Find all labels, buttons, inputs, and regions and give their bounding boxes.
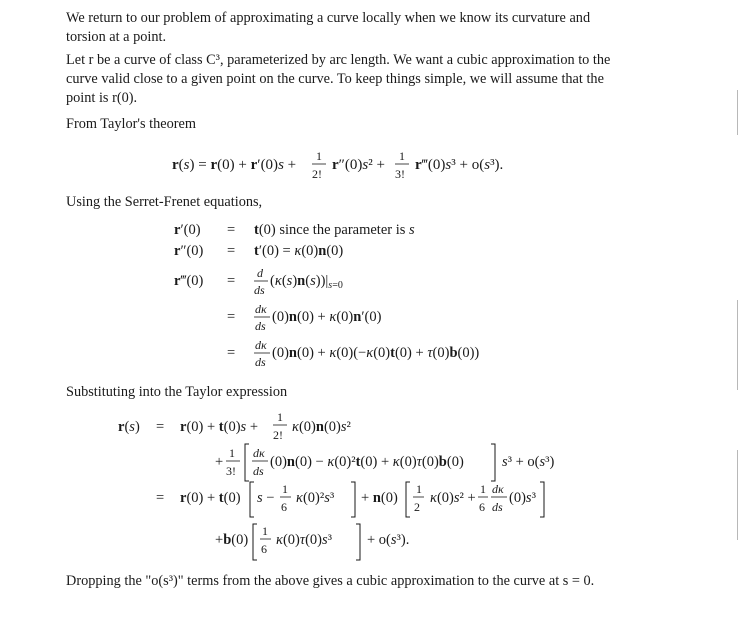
taylor-equation — [0, 140, 743, 185]
svg-text:=: = — [227, 345, 236, 361]
sf-rhs-2: t′(0) = κ(0)n(0) — [254, 243, 344, 259]
scan-edge-mark — [737, 90, 738, 135]
subst-line-1: r(0) + t(0)s + — [180, 419, 259, 435]
svg-text:dκ: dκ — [492, 482, 504, 496]
svg-text:(0)s³: (0)s³ — [509, 490, 536, 506]
svg-text:κ(0)²s³: κ(0)²s³ — [296, 490, 335, 506]
svg-text:dκ: dκ — [255, 338, 267, 352]
paragraph-taylor-intro: From Taylor's theorem — [66, 116, 196, 132]
sf-rhs-3: $(\kappa(s)n(s))|_{s=0}$ — [270, 273, 343, 291]
svg-text:+ o(s³).: + o(s³). — [367, 532, 410, 548]
svg-text:1: 1 — [282, 482, 288, 496]
sf-lhs-1: r′(0) — [174, 222, 201, 238]
svg-text:ds: ds — [253, 464, 264, 478]
svg-text:6: 6 — [261, 542, 267, 556]
subst-line-3: r(0) + t(0) — [180, 490, 241, 506]
substitution-equations — [0, 404, 743, 564]
svg-text:dκ: dκ — [253, 446, 265, 460]
svg-text:3!: 3! — [226, 464, 236, 478]
svg-text:=: = — [227, 243, 236, 259]
sf-rhs-1: t(0) since the parameter is s — [254, 222, 415, 238]
subst-lhs: r(s) — [118, 419, 140, 435]
svg-text:1: 1 — [480, 482, 486, 496]
svg-text:r‴(0)s³ + o(s³).: r‴(0)s³ + o(s³). — [415, 157, 504, 173]
svg-text:1: 1 — [416, 482, 422, 496]
svg-text:6: 6 — [479, 500, 485, 514]
scan-edge-mark — [737, 450, 738, 540]
paragraph-conclusion: Dropping the "o(s³)" terms from the above gives a cubic approximation to the curve at s = 0. — [66, 573, 595, 589]
svg-text:1: 1 — [262, 524, 268, 538]
svg-text:=: = — [156, 490, 165, 506]
svg-text:2!: 2! — [312, 167, 322, 181]
svg-text:=: = — [227, 273, 236, 289]
svg-text:(0)n(0) − κ(0)²t(0) + κ(0)τ(0): (0)n(0) − κ(0)²t(0) + κ(0)τ(0)b(0) — [270, 454, 464, 470]
svg-text:r″(0)s² +: r″(0)s² + — [332, 157, 385, 173]
svg-text:+ n(0): + n(0) — [361, 490, 398, 506]
scan-edge-mark — [737, 300, 738, 390]
subst-line-2: + — [215, 454, 224, 470]
svg-text:ds: ds — [492, 500, 503, 514]
svg-text:2!: 2! — [273, 428, 283, 442]
svg-text:d: d — [257, 266, 263, 280]
svg-text:κ(0)τ(0)s³: κ(0)τ(0)s³ — [276, 532, 333, 548]
svg-text:3!: 3! — [395, 167, 405, 181]
svg-text:ds: ds — [255, 355, 266, 368]
svg-text:=: = — [227, 309, 236, 325]
svg-text:6: 6 — [281, 500, 287, 514]
sf-rhs-5: (0)n(0) + κ(0)(−κ(0)t(0) + τ(0)b(0)) — [272, 345, 480, 361]
paragraph-serret-frenet: Using the Serret-Frenet equations, — [66, 194, 263, 210]
svg-text:ds: ds — [254, 283, 265, 297]
svg-text:=: = — [227, 222, 236, 238]
sf-rhs-4: (0)n(0) + κ(0)n′(0) — [272, 309, 382, 325]
paragraph-substituting: Substituting into the Taylor expression — [66, 384, 288, 400]
svg-text:dκ: dκ — [255, 302, 267, 316]
svg-text:s³ + o(s³): s³ + o(s³) — [502, 454, 555, 470]
sf-lhs-2: r″(0) — [174, 243, 204, 259]
subst-line-4: +b(0) — [215, 532, 249, 548]
paragraph-setup: Let r be a curve of class C³, parameterized by arc length. We want a cubic approximation to the curve valid close to a given point on the curve. To keep things simple, we will assume that the point is r(0). — [66, 52, 611, 106]
svg-text:κ(0)s² +: κ(0)s² + — [430, 490, 476, 506]
svg-text:1: 1 — [229, 446, 235, 460]
svg-text:r(s) = r(0) + r′(0)s +: r(s) = r(0) + r′(0)s + — [172, 157, 297, 173]
svg-text:κ(0)n(0)s²: κ(0)n(0)s² — [292, 419, 351, 435]
sf-lhs-3: r‴(0) — [174, 273, 204, 289]
svg-text:1: 1 — [316, 149, 322, 163]
svg-text:=: = — [156, 419, 165, 435]
paragraph-intro: We return to our problem of approximating a curve locally when we know its curvature and torsion at a point. — [66, 10, 591, 45]
svg-text:ds: ds — [255, 319, 266, 333]
svg-text:1: 1 — [277, 410, 283, 424]
svg-text:s −: s − — [257, 490, 275, 506]
serret-frenet-equations — [0, 218, 743, 368]
svg-text:2: 2 — [414, 500, 420, 514]
svg-text:1: 1 — [399, 149, 405, 163]
